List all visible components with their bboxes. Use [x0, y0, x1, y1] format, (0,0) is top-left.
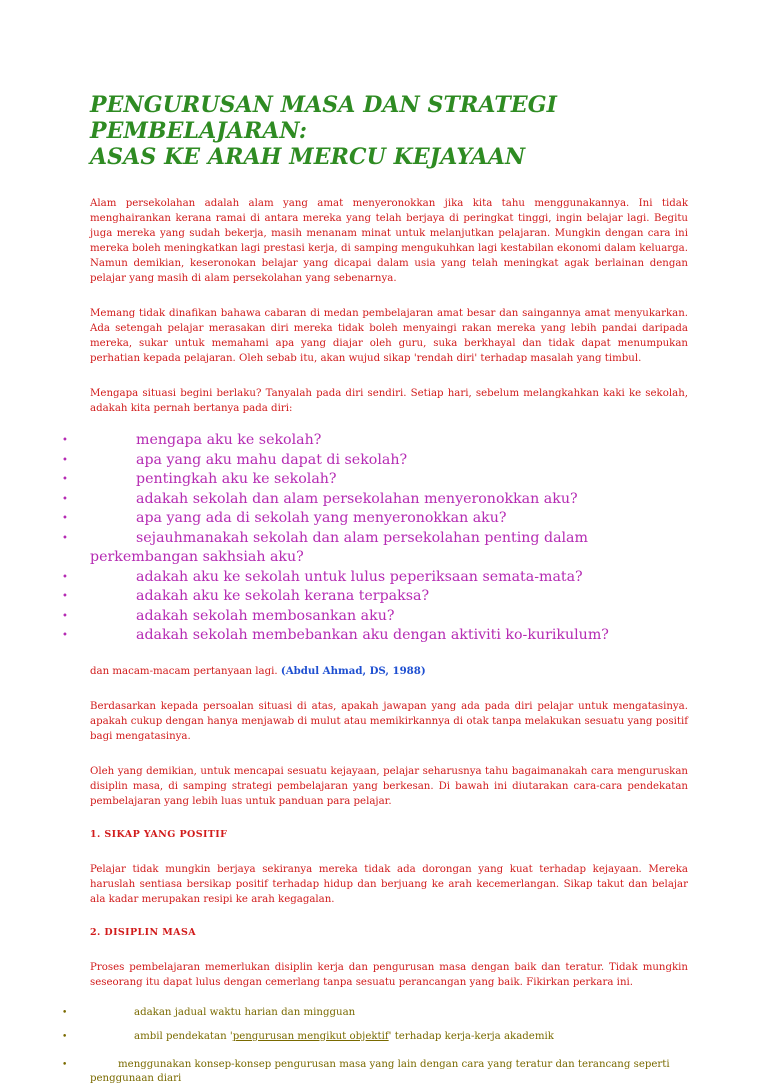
- section-heading-time-discipline: 2. DISIPLIN MASA: [90, 926, 196, 938]
- list-item: • pentingkah aku ke sekolah?: [62, 470, 688, 490]
- title-line-2: ASAS KE ARAH MERCU KEJAYAAN: [90, 144, 526, 170]
- bullet-icon: •: [62, 571, 68, 583]
- title-line-1: PENGURUSAN MASA DAN STRATEGI PEMBELAJARAN:: [90, 92, 557, 144]
- paragraph-challenge: Memang tidak dinafikan bahawa cabaran di medan pembelajaran amat besar dan saingannya amat menyukarkan. Ada setengah pelajar merasakan diri mereka tidak boleh menyaingi rakan mereka yang lebih pandai daripada mereka, sukar untuk memahami apa yang diajar oleh guru, suka berkhayal dan tidak dapat menumpukan perhatian kepada pelajaran. Oleh sebab itu, akan wujud sikap 'rendah diri' terhadap masalah yang timbul.: [90, 308, 688, 364]
- list-item: • adakan jadual waktu harian dan mingguan: [62, 1006, 356, 1018]
- paragraph-positive-attitude: Pelajar tidak mungkin berjaya sekiranya mereka tidak ada dorongan yang kuat terhadap kejayaan. Mereka haruslah sentiasa bersikap positif terhadap hidup dan berjuang ke arah kecemerlangan. Sikap takut dan belajar ala kadar merupakan resipi ke arah kegagalan.: [90, 863, 688, 905]
- list-item: • ambil pendekatan 'pengurusan mengikut objektif' terhadap kerja-kerja akademik: [62, 1030, 554, 1042]
- bullet-icon: •: [62, 532, 68, 544]
- paragraph-approach: Oleh yang demikian, untuk mencapai sesuatu kejayaan, pelajar seharusnya tahu bagaimanakah cara menguruskan disiplin masa, di samping strategi pembelajaran yang berkesan. Di bawah ini diutarakan cara-cara pendekatan pembelajaran yang lebih luas untuk panduan para pelajar.: [90, 765, 688, 807]
- list-item: • apa yang aku mahu dapat di sekolah?: [62, 451, 688, 471]
- list-item: • sejauhmanakah sekolah dan alam persekolahan penting dalam perkembangan sakhsiah aku?: [62, 529, 588, 565]
- paragraph-question-prompt: Mengapa situasi begini berlaku? Tanyalah pada diri sendiri. Setiap hari, sebelum melangkahkan kaki ke sekolah, adakah kita pernah bertanya pada diri:: [90, 388, 688, 414]
- bullet-icon: •: [62, 454, 68, 466]
- bullet-icon: •: [62, 474, 68, 485]
- list-item: • adakah aku ke sekolah kerana terpaksa?: [62, 587, 688, 607]
- list-item: • apa yang ada di sekolah yang menyeronokkan aku?: [62, 509, 688, 529]
- paragraph-closing-questions: dan macam-macam pertanyaan lagi. (Abdul Ahmad, DS, 1988): [90, 664, 426, 677]
- section-heading-positive-attitude: 1. SIKAP YANG POSITIF: [90, 828, 228, 840]
- bullet-icon: •: [62, 591, 68, 602]
- list-item: • adakah sekolah dan alam persekolahan menyeronokkan aku?: [62, 490, 688, 510]
- list-item: • adakah sekolah membebankan aku dengan aktiviti ko-kurikulum?: [62, 626, 688, 646]
- list-item: • adakah aku ke sekolah untuk lulus peperiksaan semata-mata?: [62, 568, 688, 588]
- paragraph-intro: Alam persekolahan adalah alam yang amat menyeronokkan jika kita tahu menggunakannya. Ini tidak menghairankan kerana ramai di antara mereka yang telah berjaya di peringkat tinggi, ingin belajar lagi. Begitu juga mereka yang sudah bekerja, masih menanam minat untuk melanjutkan pelajaran. Mungkin dengan cara ini mereka boleh meningkatkan lagi prestasi kerja, di samping mengukuhkan lagi kestabilan ekonomi dalam keluarga. Namun demikian, keseronokan belajar yang dicapai dalam usia yang telah meningkat agak berlainan dengan pelajar yang masih di alam persekolahan yang sebenarnya.: [90, 198, 688, 284]
- tips-list: [62, 1006, 688, 1086]
- question-list: [62, 431, 688, 646]
- paragraph-situation: Berdasarkan kepada persoalan situasi di atas, apakah jawapan yang ada pada diri pelajar untuk mengatasinya. apakah cukup dengan hanya menjawab di mulut atau memikirkannya di otak tanpa melakukan sesuatu yang positif bagi mengatasinya.: [90, 700, 688, 742]
- paragraph-time-discipline: Proses pembelajaran memerlukan disiplin kerja dan pengurusan masa dengan baik dan teratur. Tidak mungkin seseorang itu dapat lulus dengan cemerlang tanpa sesuatu perancangan yang baik. Fikirkan perkara ini.: [90, 961, 688, 988]
- list-item: • adakah sekolah membosankan aku?: [62, 607, 688, 627]
- bullet-icon: •: [62, 1031, 68, 1042]
- page-title: [90, 92, 688, 170]
- bullet-icon: •: [62, 1059, 68, 1070]
- list-item: • menggunakan konsep-konsep pengurusan masa yang lain dengan cara yang teratur dan terancang seperti penggunaan diari: [62, 1058, 670, 1084]
- bullet-icon: •: [62, 513, 68, 524]
- list-item: • mengapa aku ke sekolah?: [62, 431, 688, 451]
- bullet-icon: •: [62, 435, 68, 446]
- bullet-icon: •: [62, 630, 68, 641]
- citation: (Abdul Ahmad, DS, 1988): [280, 664, 426, 677]
- underlined-term: pengurusan mengikut objektif: [232, 1030, 389, 1042]
- bullet-icon: •: [62, 610, 68, 622]
- bullet-icon: •: [62, 1007, 68, 1018]
- bullet-icon: •: [62, 493, 68, 505]
